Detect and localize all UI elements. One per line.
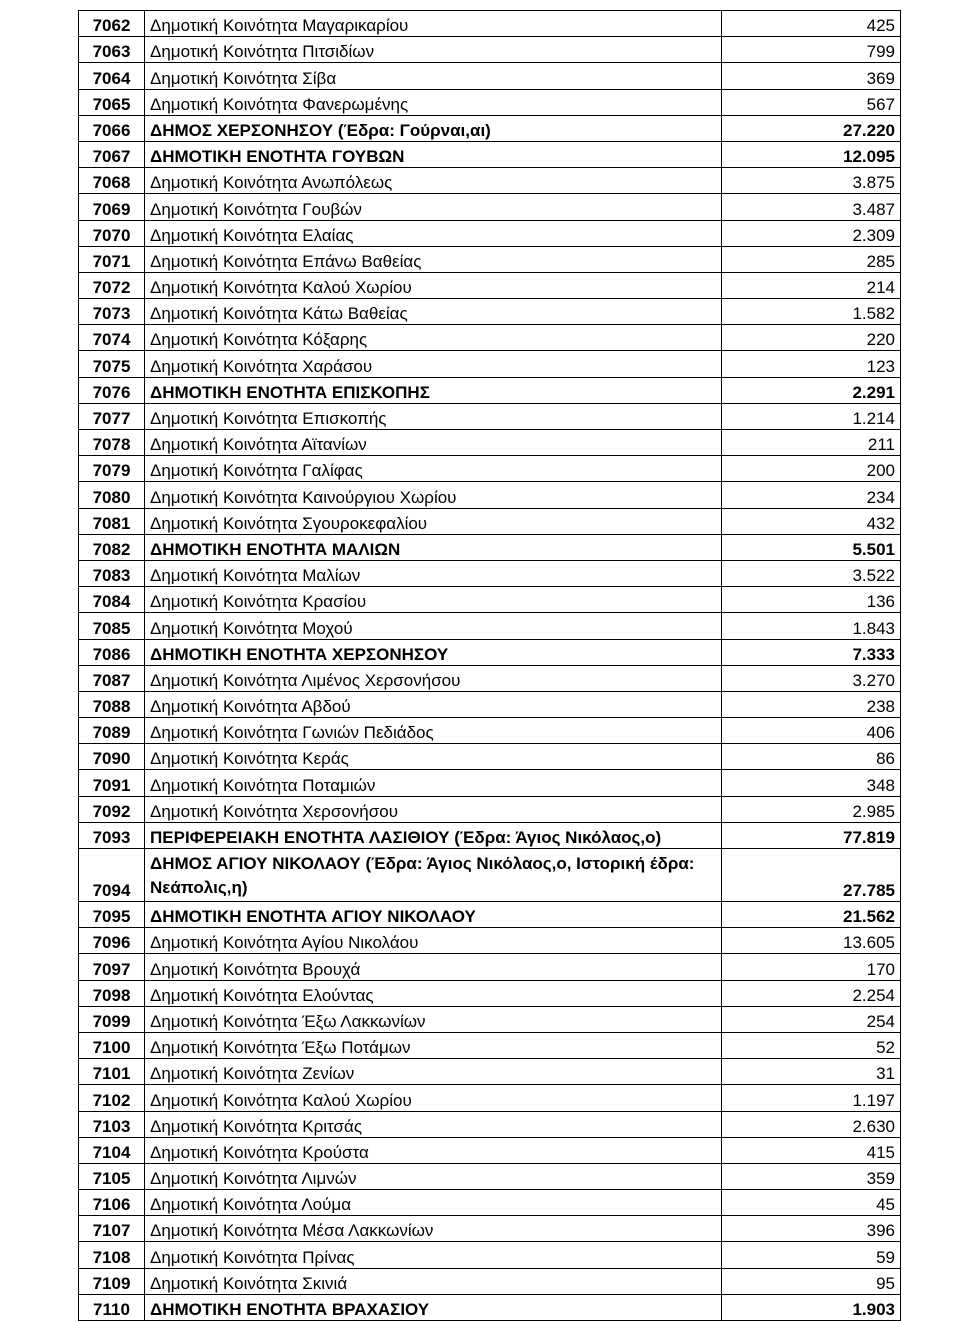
- row-code: 7081: [79, 508, 145, 534]
- row-name: Δημοτική Κοινότητα Καλού Χωρίου: [145, 272, 722, 298]
- table-row: [79, 351, 901, 377]
- row-value: 359: [722, 1163, 901, 1189]
- row-code: 7089: [79, 718, 145, 744]
- row-code: 7073: [79, 299, 145, 325]
- row-name: Δημοτική Κοινότητα Μαγαρικαρίου: [145, 11, 722, 37]
- row-value: 123: [722, 351, 901, 377]
- population-table-body: [79, 11, 901, 1321]
- row-value: 432: [722, 508, 901, 534]
- row-name: ΔΗΜΟΤΙΚΗ ΕΝΟΤΗΤΑ ΕΠΙΣΚΟΠΗΣ: [145, 377, 722, 403]
- row-name: ΔΗΜΟΤΙΚΗ ΕΝΟΤΗΤΑ ΒΡΑΧΑΣΙΟΥ: [145, 1294, 722, 1320]
- table-row: [79, 1111, 901, 1137]
- table-row: [79, 220, 901, 246]
- row-code: 7105: [79, 1163, 145, 1189]
- table-row: [79, 691, 901, 717]
- row-code: 7085: [79, 613, 145, 639]
- row-name: Δημοτική Κοινότητα Πιτσιδίων: [145, 37, 722, 63]
- row-value: 1.843: [722, 613, 901, 639]
- row-code: 7096: [79, 928, 145, 954]
- row-value: 1.582: [722, 299, 901, 325]
- row-value: 1.903: [722, 1294, 901, 1320]
- table-row: [79, 770, 901, 796]
- row-code: 7076: [79, 377, 145, 403]
- row-name: Δημοτική Κοινότητα Επισκοπής: [145, 403, 722, 429]
- row-name: Δημοτική Κοινότητα Ελαίας: [145, 220, 722, 246]
- row-code: 7104: [79, 1137, 145, 1163]
- row-name: Δημοτική Κοινότητα Μαλίων: [145, 560, 722, 586]
- table-row: [79, 168, 901, 194]
- row-code: 7106: [79, 1190, 145, 1216]
- row-code: 7084: [79, 587, 145, 613]
- row-code: 7077: [79, 403, 145, 429]
- table-row: [79, 299, 901, 325]
- row-name: Δημοτική Κοινότητα Κρούστα: [145, 1137, 722, 1163]
- row-name: ΔΗΜΟΣ ΧΕΡΣΟΝΗΣΟΥ (Έδρα: Γούρναι,αι): [145, 115, 722, 141]
- row-name: Δημοτική Κοινότητα Έξω Λακκωνίων: [145, 1006, 722, 1032]
- table-row: [79, 796, 901, 822]
- row-value: 13.605: [722, 928, 901, 954]
- row-code: 7072: [79, 272, 145, 298]
- table-row: [79, 1268, 901, 1294]
- table-row: [79, 980, 901, 1006]
- row-code: 7086: [79, 639, 145, 665]
- row-code: 7065: [79, 89, 145, 115]
- row-value: 31: [722, 1059, 901, 1085]
- table-row: [79, 639, 901, 665]
- row-value: 3.522: [722, 560, 901, 586]
- row-value: 220: [722, 325, 901, 351]
- row-name: Δημοτική Κοινότητα Σκινιά: [145, 1268, 722, 1294]
- table-row: [79, 272, 901, 298]
- row-name: Δημοτική Κοινότητα Κεράς: [145, 744, 722, 770]
- row-name: Δημοτική Κοινότητα Ελούντας: [145, 980, 722, 1006]
- row-code: 7097: [79, 954, 145, 980]
- row-name: Δημοτική Κοινότητα Κάτω Βαθείας: [145, 299, 722, 325]
- table-row: [79, 89, 901, 115]
- row-name: Δημοτική Κοινότητα Κρασίου: [145, 587, 722, 613]
- row-code: 7091: [79, 770, 145, 796]
- row-name: Δημοτική Κοινότητα Λιμνών: [145, 1163, 722, 1189]
- table-row: [79, 141, 901, 167]
- row-code: 7101: [79, 1059, 145, 1085]
- row-name: Δημοτική Κοινότητα Φανερωμένης: [145, 89, 722, 115]
- table-row: [79, 560, 901, 586]
- table-row: [79, 822, 901, 848]
- table-row: [79, 902, 901, 928]
- table-row: [79, 1216, 901, 1242]
- table-row: [79, 587, 901, 613]
- row-code: 7107: [79, 1216, 145, 1242]
- row-value: 1.197: [722, 1085, 901, 1111]
- row-name: Δημοτική Κοινότητα Γουβών: [145, 194, 722, 220]
- row-value: 45: [722, 1190, 901, 1216]
- row-code: 7067: [79, 141, 145, 167]
- row-code: 7078: [79, 430, 145, 456]
- row-code: 7108: [79, 1242, 145, 1268]
- row-name: Δημοτική Κοινότητα Ανωπόλεως: [145, 168, 722, 194]
- row-code: 7095: [79, 902, 145, 928]
- row-code: 7080: [79, 482, 145, 508]
- row-code: 7100: [79, 1032, 145, 1058]
- row-name: ΔΗΜΟΤΙΚΗ ΕΝΟΤΗΤΑ ΧΕΡΣΟΝΗΣΟΥ: [145, 639, 722, 665]
- row-name: Δημοτική Κοινότητα Ζενίων: [145, 1059, 722, 1085]
- row-value: 200: [722, 456, 901, 482]
- row-name: ΔΗΜΟΣ ΑΓΙΟΥ ΝΙΚΟΛΑΟΥ (Έδρα: Άγιος Νικόλαος,ο, Ιστορική έδρα: Νεάπολις,η): [145, 849, 722, 902]
- row-code: 7074: [79, 325, 145, 351]
- row-value: 2.985: [722, 796, 901, 822]
- table-row: [79, 665, 901, 691]
- row-name: ΔΗΜΟΤΙΚΗ ΕΝΟΤΗΤΑ ΜΑΛΙΩΝ: [145, 534, 722, 560]
- row-value: 86: [722, 744, 901, 770]
- row-value: 396: [722, 1216, 901, 1242]
- table-row: [79, 1085, 901, 1111]
- row-code: 7088: [79, 691, 145, 717]
- table-row: [79, 744, 901, 770]
- row-code: 7099: [79, 1006, 145, 1032]
- table-row: [79, 1032, 901, 1058]
- table-row: [79, 718, 901, 744]
- row-name: Δημοτική Κοινότητα Επάνω Βαθείας: [145, 246, 722, 272]
- row-code: 7102: [79, 1085, 145, 1111]
- row-value: 369: [722, 63, 901, 89]
- row-value: 12.095: [722, 141, 901, 167]
- row-value: 2.630: [722, 1111, 901, 1137]
- table-row: [79, 115, 901, 141]
- row-value: 3.270: [722, 665, 901, 691]
- table-row: [79, 377, 901, 403]
- row-value: 27.220: [722, 115, 901, 141]
- table-row: [79, 482, 901, 508]
- row-code: 7093: [79, 822, 145, 848]
- table-row: [79, 928, 901, 954]
- row-value: 1.214: [722, 403, 901, 429]
- row-code: 7075: [79, 351, 145, 377]
- row-name: Δημοτική Κοινότητα Έξω Ποτάμων: [145, 1032, 722, 1058]
- row-name: Δημοτική Κοινότητα Αϊτανίων: [145, 430, 722, 456]
- table-row: [79, 63, 901, 89]
- row-value: 234: [722, 482, 901, 508]
- table-row: [79, 1163, 901, 1189]
- table-row: [79, 11, 901, 37]
- row-name: Δημοτική Κοινότητα Σγουροκεφαλίου: [145, 508, 722, 534]
- row-code: 7083: [79, 560, 145, 586]
- row-code: 7069: [79, 194, 145, 220]
- row-value: 2.254: [722, 980, 901, 1006]
- row-value: 2.291: [722, 377, 901, 403]
- table-row: [79, 613, 901, 639]
- row-code: 7063: [79, 37, 145, 63]
- table-row: [79, 849, 901, 902]
- row-name: Δημοτική Κοινότητα Κόξαρης: [145, 325, 722, 351]
- table-row: [79, 1059, 901, 1085]
- table-row: [79, 534, 901, 560]
- row-code: 7087: [79, 665, 145, 691]
- row-value: 799: [722, 37, 901, 63]
- row-code: 7064: [79, 63, 145, 89]
- row-value: 52: [722, 1032, 901, 1058]
- row-value: 77.819: [722, 822, 901, 848]
- table-row: [79, 508, 901, 534]
- row-code: 7094: [79, 849, 145, 902]
- row-code: 7062: [79, 11, 145, 37]
- row-code: 7103: [79, 1111, 145, 1137]
- row-name: Δημοτική Κοινότητα Καλού Χωρίου: [145, 1085, 722, 1111]
- row-value: 3.875: [722, 168, 901, 194]
- population-table: [78, 10, 901, 1321]
- table-row: [79, 194, 901, 220]
- row-code: 7098: [79, 980, 145, 1006]
- row-value: 425: [722, 11, 901, 37]
- row-value: 2.309: [722, 220, 901, 246]
- row-name: Δημοτική Κοινότητα Λιμένος Χερσονήσου: [145, 665, 722, 691]
- row-name: Δημοτική Κοινότητα Μοχού: [145, 613, 722, 639]
- row-value: 254: [722, 1006, 901, 1032]
- row-code: 7110: [79, 1294, 145, 1320]
- table-row: [79, 37, 901, 63]
- table-row: [79, 1242, 901, 1268]
- row-name: Δημοτική Κοινότητα Βρουχά: [145, 954, 722, 980]
- row-value: 285: [722, 246, 901, 272]
- row-code: 7092: [79, 796, 145, 822]
- row-name: Δημοτική Κοινότητα Χαράσου: [145, 351, 722, 377]
- table-row: [79, 246, 901, 272]
- row-name: Δημοτική Κοινότητα Λούμα: [145, 1190, 722, 1216]
- table-row: [79, 430, 901, 456]
- table-row: [79, 456, 901, 482]
- row-value: 170: [722, 954, 901, 980]
- row-value: 415: [722, 1137, 901, 1163]
- row-name: Δημοτική Κοινότητα Αβδού: [145, 691, 722, 717]
- row-name: ΔΗΜΟΤΙΚΗ ΕΝΟΤΗΤΑ ΓΟΥΒΩΝ: [145, 141, 722, 167]
- row-name: Δημοτική Κοινότητα Μέσα Λακκωνίων: [145, 1216, 722, 1242]
- row-code: 7071: [79, 246, 145, 272]
- row-name: Δημοτική Κοινότητα Χερσονήσου: [145, 796, 722, 822]
- row-code: 7070: [79, 220, 145, 246]
- row-name: Δημοτική Κοινότητα Πρίνας: [145, 1242, 722, 1268]
- table-row: [79, 954, 901, 980]
- row-value: 136: [722, 587, 901, 613]
- table-row: [79, 403, 901, 429]
- row-name: ΔΗΜΟΤΙΚΗ ΕΝΟΤΗΤΑ ΑΓΙΟΥ ΝΙΚΟΛΑΟΥ: [145, 902, 722, 928]
- row-code: 7090: [79, 744, 145, 770]
- row-value: 27.785: [722, 849, 901, 902]
- table-row: [79, 1137, 901, 1163]
- row-name: Δημοτική Κοινότητα Ποταμιών: [145, 770, 722, 796]
- table-row: [79, 1006, 901, 1032]
- row-name: Δημοτική Κοινότητα Γωνιών Πεδιάδος: [145, 718, 722, 744]
- row-value: 5.501: [722, 534, 901, 560]
- row-name: Δημοτική Κοινότητα Γαλίφας: [145, 456, 722, 482]
- row-value: 214: [722, 272, 901, 298]
- table-row: [79, 1294, 901, 1320]
- row-name: Δημοτική Κοινότητα Σίβα: [145, 63, 722, 89]
- row-value: 3.487: [722, 194, 901, 220]
- row-code: 7082: [79, 534, 145, 560]
- row-name: Δημοτική Κοινότητα Καινούργιου Χωρίου: [145, 482, 722, 508]
- row-code: 7066: [79, 115, 145, 141]
- row-value: 211: [722, 430, 901, 456]
- row-value: 59: [722, 1242, 901, 1268]
- table-row: [79, 1190, 901, 1216]
- table-row: [79, 325, 901, 351]
- row-value: 21.562: [722, 902, 901, 928]
- row-name: ΠΕΡΙΦΕΡΕΙΑΚΗ ΕΝΟΤΗΤΑ ΛΑΣΙΘΙΟΥ (Έδρα: Άγιος Νικόλαος,ο): [145, 822, 722, 848]
- row-code: 7068: [79, 168, 145, 194]
- row-code: 7109: [79, 1268, 145, 1294]
- row-value: 348: [722, 770, 901, 796]
- row-value: 7.333: [722, 639, 901, 665]
- row-value: 95: [722, 1268, 901, 1294]
- row-value: 406: [722, 718, 901, 744]
- row-code: 7079: [79, 456, 145, 482]
- row-value: 567: [722, 89, 901, 115]
- row-value: 238: [722, 691, 901, 717]
- row-name: Δημοτική Κοινότητα Αγίου Νικολάου: [145, 928, 722, 954]
- row-name: Δημοτική Κοινότητα Κριτσάς: [145, 1111, 722, 1137]
